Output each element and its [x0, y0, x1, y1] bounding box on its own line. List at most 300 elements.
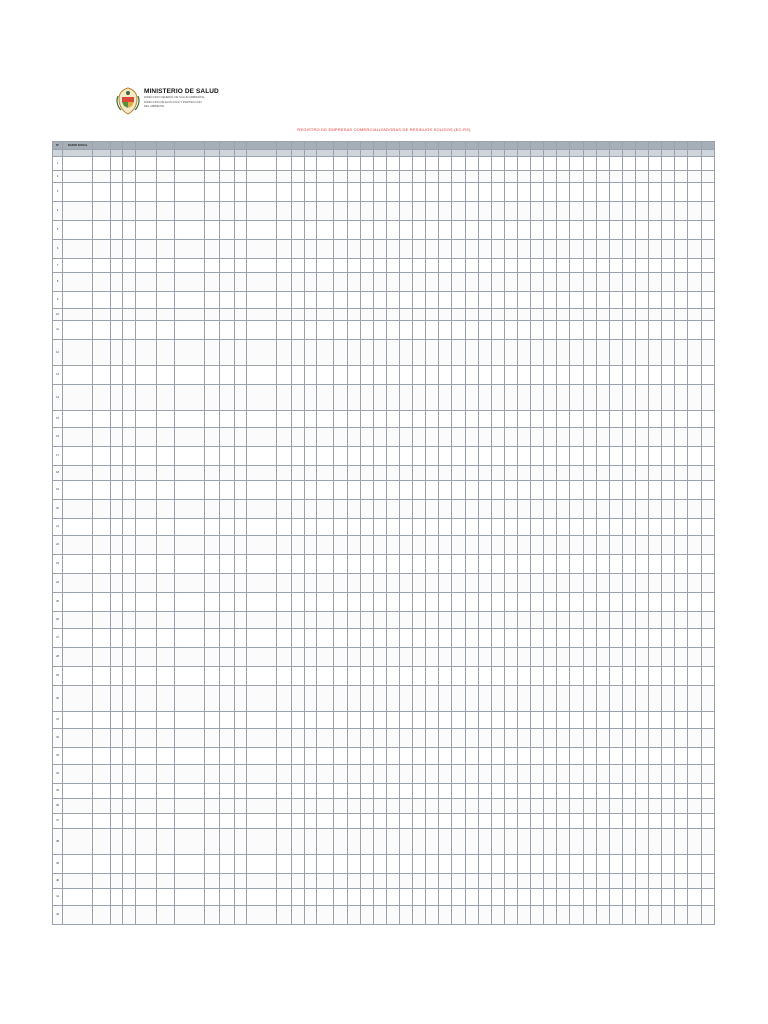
table-cell	[439, 340, 452, 366]
table-cell	[386, 202, 399, 221]
table-cell	[439, 593, 452, 612]
table-cell	[649, 466, 662, 481]
table-cell	[649, 855, 662, 874]
table-cell	[373, 273, 386, 292]
header-cell	[688, 142, 701, 150]
table-cell	[317, 536, 334, 555]
table-cell	[156, 481, 174, 500]
table-cell	[504, 612, 517, 629]
header-cell	[426, 142, 439, 150]
table-cell	[557, 221, 570, 240]
table-cell	[110, 889, 122, 906]
table-cell	[635, 500, 648, 519]
table-cell	[504, 221, 517, 240]
table-cell	[531, 648, 544, 667]
table-cell	[465, 157, 478, 171]
table-cell	[400, 906, 413, 925]
table-cell	[234, 447, 246, 466]
table-cell	[276, 309, 291, 321]
table-cell	[635, 202, 648, 221]
table-cell	[276, 686, 291, 712]
table-cell	[544, 171, 557, 183]
table-cell	[635, 183, 648, 202]
table-cell	[544, 874, 557, 889]
table-cell: 31	[53, 712, 63, 729]
table-cell	[478, 259, 491, 273]
table-cell	[622, 829, 635, 855]
table-cell	[122, 814, 135, 829]
table-cell	[175, 712, 205, 729]
table-cell	[583, 765, 596, 784]
table-cell	[544, 273, 557, 292]
table-cell	[570, 784, 583, 799]
table-cell	[305, 411, 317, 428]
table-cell	[635, 574, 648, 593]
table-cell	[317, 221, 334, 240]
table-subheader-row	[53, 150, 715, 157]
table-cell	[156, 519, 174, 536]
table-cell	[276, 500, 291, 519]
table-cell	[452, 667, 465, 686]
table-cell	[688, 221, 701, 240]
table-cell	[635, 428, 648, 447]
table-cell	[305, 259, 317, 273]
table-cell	[570, 799, 583, 814]
table-cell	[135, 171, 156, 183]
coat-of-arms-seal-icon	[116, 86, 140, 116]
table-cell	[63, 555, 93, 574]
table-cell	[517, 411, 530, 428]
table-cell	[452, 447, 465, 466]
table-cell	[452, 385, 465, 411]
table-cell	[517, 874, 530, 889]
table-cell	[317, 273, 334, 292]
table-cell	[531, 171, 544, 183]
table-cell	[175, 366, 205, 385]
table-cell	[386, 814, 399, 829]
table-cell	[400, 574, 413, 593]
table-cell	[491, 321, 504, 340]
table-cell	[360, 500, 373, 519]
table-cell	[305, 183, 317, 202]
table-cell	[675, 612, 688, 629]
table-cell	[491, 466, 504, 481]
table-cell	[426, 171, 439, 183]
table-cell	[305, 171, 317, 183]
table-cell	[688, 366, 701, 385]
table-cell	[504, 183, 517, 202]
table-cell	[465, 765, 478, 784]
table-cell	[452, 519, 465, 536]
table-cell	[583, 799, 596, 814]
table-cell	[649, 648, 662, 667]
table-cell	[465, 814, 478, 829]
table-cell: 38	[53, 829, 63, 855]
organization-line-2: DIRECCION DE ECOLOGIA Y PROTECCION	[144, 99, 202, 104]
table-cell	[413, 748, 426, 765]
table-cell	[122, 240, 135, 259]
table-cell	[557, 829, 570, 855]
table-cell	[205, 629, 220, 648]
table-cell	[334, 814, 347, 829]
table-cell	[544, 519, 557, 536]
table-cell	[292, 612, 305, 629]
table-cell	[426, 855, 439, 874]
table-cell	[662, 273, 675, 292]
table-cell	[583, 814, 596, 829]
table-cell	[609, 829, 622, 855]
table-cell	[649, 729, 662, 748]
table-cell	[688, 829, 701, 855]
table-cell	[635, 447, 648, 466]
table-cell	[246, 536, 276, 555]
table-cell	[452, 784, 465, 799]
table-cell	[175, 259, 205, 273]
table-cell	[360, 385, 373, 411]
table-cell	[110, 906, 122, 925]
table-cell	[292, 855, 305, 874]
table-cell	[63, 536, 93, 555]
table-cell	[622, 466, 635, 481]
table-cell	[413, 784, 426, 799]
header-cell	[220, 142, 234, 150]
table-cell	[305, 519, 317, 536]
table-cell	[504, 171, 517, 183]
table-cell	[609, 157, 622, 171]
table-cell	[246, 799, 276, 814]
table-cell	[570, 157, 583, 171]
table-cell	[205, 519, 220, 536]
header-cell: RAZON SOCIAL	[63, 142, 93, 150]
table-cell	[439, 240, 452, 259]
table-row	[53, 765, 715, 784]
table-cell	[400, 309, 413, 321]
table-cell	[596, 428, 609, 447]
table-cell	[517, 536, 530, 555]
table-cell	[205, 593, 220, 612]
table-cell	[688, 240, 701, 259]
table-cell	[156, 157, 174, 171]
table-cell	[317, 814, 334, 829]
table-cell	[276, 574, 291, 593]
table-cell	[205, 855, 220, 874]
table-cell	[491, 385, 504, 411]
table-cell	[649, 202, 662, 221]
table-cell	[635, 273, 648, 292]
table-cell	[135, 240, 156, 259]
table-cell	[622, 648, 635, 667]
table-cell	[701, 612, 714, 629]
table-cell	[557, 183, 570, 202]
table-cell	[334, 784, 347, 799]
table-cell	[156, 712, 174, 729]
table-cell	[156, 447, 174, 466]
table-cell	[276, 202, 291, 221]
table-cell	[688, 593, 701, 612]
table-cell	[649, 481, 662, 500]
table-cell	[205, 366, 220, 385]
table-cell	[156, 500, 174, 519]
table-cell	[478, 874, 491, 889]
table-cell	[292, 814, 305, 829]
table-cell	[360, 555, 373, 574]
table-cell	[675, 574, 688, 593]
subheader-cell	[491, 150, 504, 157]
table-cell	[609, 729, 622, 748]
table-cell	[426, 748, 439, 765]
table-cell	[649, 428, 662, 447]
table-cell	[386, 481, 399, 500]
table-cell	[63, 814, 93, 829]
table-cell	[386, 171, 399, 183]
table-cell	[609, 202, 622, 221]
table-cell	[491, 593, 504, 612]
table-cell	[596, 829, 609, 855]
header-cell	[570, 142, 583, 150]
table-cell	[465, 555, 478, 574]
table-cell	[622, 273, 635, 292]
table-cell	[491, 574, 504, 593]
table-cell	[557, 686, 570, 712]
table-cell	[675, 829, 688, 855]
table-cell	[317, 481, 334, 500]
table-cell	[544, 799, 557, 814]
table-cell	[93, 555, 110, 574]
table-cell	[386, 648, 399, 667]
table-cell	[517, 309, 530, 321]
table-cell	[478, 321, 491, 340]
table-cell	[110, 240, 122, 259]
table-cell	[701, 366, 714, 385]
table-cell	[622, 171, 635, 183]
table-cell	[135, 259, 156, 273]
table-cell	[491, 889, 504, 906]
table-cell	[570, 874, 583, 889]
table-cell	[504, 814, 517, 829]
table-cell	[63, 648, 93, 667]
table-cell	[305, 385, 317, 411]
table-cell	[334, 411, 347, 428]
table-cell	[234, 273, 246, 292]
table-cell	[373, 385, 386, 411]
table-cell	[110, 292, 122, 309]
table-cell	[292, 240, 305, 259]
table-cell	[426, 712, 439, 729]
table-cell	[688, 574, 701, 593]
table-cell	[426, 593, 439, 612]
table-cell	[400, 157, 413, 171]
table-cell	[292, 648, 305, 667]
table-cell	[609, 385, 622, 411]
table-cell	[292, 500, 305, 519]
table-cell	[175, 555, 205, 574]
table-cell	[583, 309, 596, 321]
table-cell	[531, 481, 544, 500]
table-cell	[609, 814, 622, 829]
table-cell	[622, 814, 635, 829]
table-cell	[63, 428, 93, 447]
table-cell	[570, 814, 583, 829]
table-cell	[531, 500, 544, 519]
header-cell	[662, 142, 675, 150]
table-cell	[452, 292, 465, 309]
table-cell	[622, 321, 635, 340]
table-cell	[557, 593, 570, 612]
table-cell	[110, 574, 122, 593]
table-cell	[373, 519, 386, 536]
subheader-cell	[93, 150, 110, 157]
table-cell	[517, 686, 530, 712]
table-cell	[596, 171, 609, 183]
table-cell	[317, 259, 334, 273]
table-cell	[649, 686, 662, 712]
table-cell	[317, 874, 334, 889]
table-cell	[347, 183, 360, 202]
table-cell	[583, 874, 596, 889]
table-cell	[135, 574, 156, 593]
table-cell	[635, 648, 648, 667]
table-cell	[570, 629, 583, 648]
table-cell	[478, 629, 491, 648]
table-cell	[662, 447, 675, 466]
table-cell	[452, 221, 465, 240]
table-cell	[347, 321, 360, 340]
table-cell	[386, 500, 399, 519]
table-cell	[609, 366, 622, 385]
registry-table-container	[52, 141, 714, 925]
table-cell	[347, 536, 360, 555]
table-cell	[347, 555, 360, 574]
table-cell	[276, 221, 291, 240]
table-cell	[465, 629, 478, 648]
table-cell	[452, 799, 465, 814]
table-cell	[596, 667, 609, 686]
table-cell	[452, 555, 465, 574]
table-cell	[439, 612, 452, 629]
table-cell	[347, 259, 360, 273]
table-cell	[292, 202, 305, 221]
table-cell	[465, 906, 478, 925]
table-cell	[491, 240, 504, 259]
table-row	[53, 729, 715, 748]
table-row	[53, 171, 715, 183]
table-cell	[317, 385, 334, 411]
table-cell	[110, 411, 122, 428]
table-cell	[439, 157, 452, 171]
table-cell	[220, 748, 234, 765]
header-cell	[531, 142, 544, 150]
table-row	[53, 366, 715, 385]
table-cell	[609, 906, 622, 925]
table-cell	[662, 321, 675, 340]
table-cell	[220, 593, 234, 612]
table-cell	[439, 481, 452, 500]
table-cell	[292, 629, 305, 648]
table-cell	[596, 466, 609, 481]
table-cell	[649, 273, 662, 292]
table-cell	[413, 366, 426, 385]
table-cell	[175, 855, 205, 874]
table-cell	[649, 411, 662, 428]
table-cell	[701, 157, 714, 171]
table-cell	[478, 171, 491, 183]
table-cell	[360, 366, 373, 385]
table-cell	[334, 686, 347, 712]
table-cell	[504, 889, 517, 906]
table-cell	[156, 814, 174, 829]
table-cell	[688, 309, 701, 321]
table-cell	[622, 889, 635, 906]
table-cell	[465, 292, 478, 309]
table-cell	[465, 889, 478, 906]
table-cell	[122, 889, 135, 906]
table-cell	[426, 519, 439, 536]
table-cell	[135, 466, 156, 481]
table-cell	[93, 321, 110, 340]
table-cell	[360, 855, 373, 874]
table-cell	[246, 259, 276, 273]
table-cell	[635, 519, 648, 536]
table-cell	[701, 202, 714, 221]
table-cell	[246, 519, 276, 536]
table-cell	[110, 183, 122, 202]
table-cell	[246, 648, 276, 667]
table-cell	[439, 519, 452, 536]
table-cell	[175, 729, 205, 748]
table-cell	[649, 765, 662, 784]
table-cell	[292, 765, 305, 784]
table-cell	[544, 784, 557, 799]
table-cell	[701, 411, 714, 428]
table-cell	[622, 259, 635, 273]
table-cell	[517, 481, 530, 500]
table-cell: 37	[53, 814, 63, 829]
table-cell	[292, 183, 305, 202]
table-cell	[701, 481, 714, 500]
table-cell	[649, 519, 662, 536]
table-cell	[220, 555, 234, 574]
table-cell	[63, 799, 93, 814]
table-cell	[156, 385, 174, 411]
table-cell	[465, 481, 478, 500]
table-cell	[478, 593, 491, 612]
table-cell	[220, 321, 234, 340]
table-cell	[426, 221, 439, 240]
table-cell	[334, 748, 347, 765]
table-cell	[122, 292, 135, 309]
table-cell	[110, 765, 122, 784]
table-cell	[305, 765, 317, 784]
table-cell	[175, 292, 205, 309]
table-cell	[504, 428, 517, 447]
table-cell	[110, 536, 122, 555]
table-cell	[334, 385, 347, 411]
table-cell	[452, 574, 465, 593]
table-cell	[662, 667, 675, 686]
table-cell	[305, 221, 317, 240]
table-cell	[220, 157, 234, 171]
header-cell	[305, 142, 317, 150]
table-cell	[234, 411, 246, 428]
table-cell	[276, 765, 291, 784]
table-cell	[649, 447, 662, 466]
table-cell	[276, 784, 291, 799]
table-cell	[400, 593, 413, 612]
table-cell	[544, 411, 557, 428]
table-cell	[292, 385, 305, 411]
table-cell	[347, 240, 360, 259]
table-cell	[504, 340, 517, 366]
